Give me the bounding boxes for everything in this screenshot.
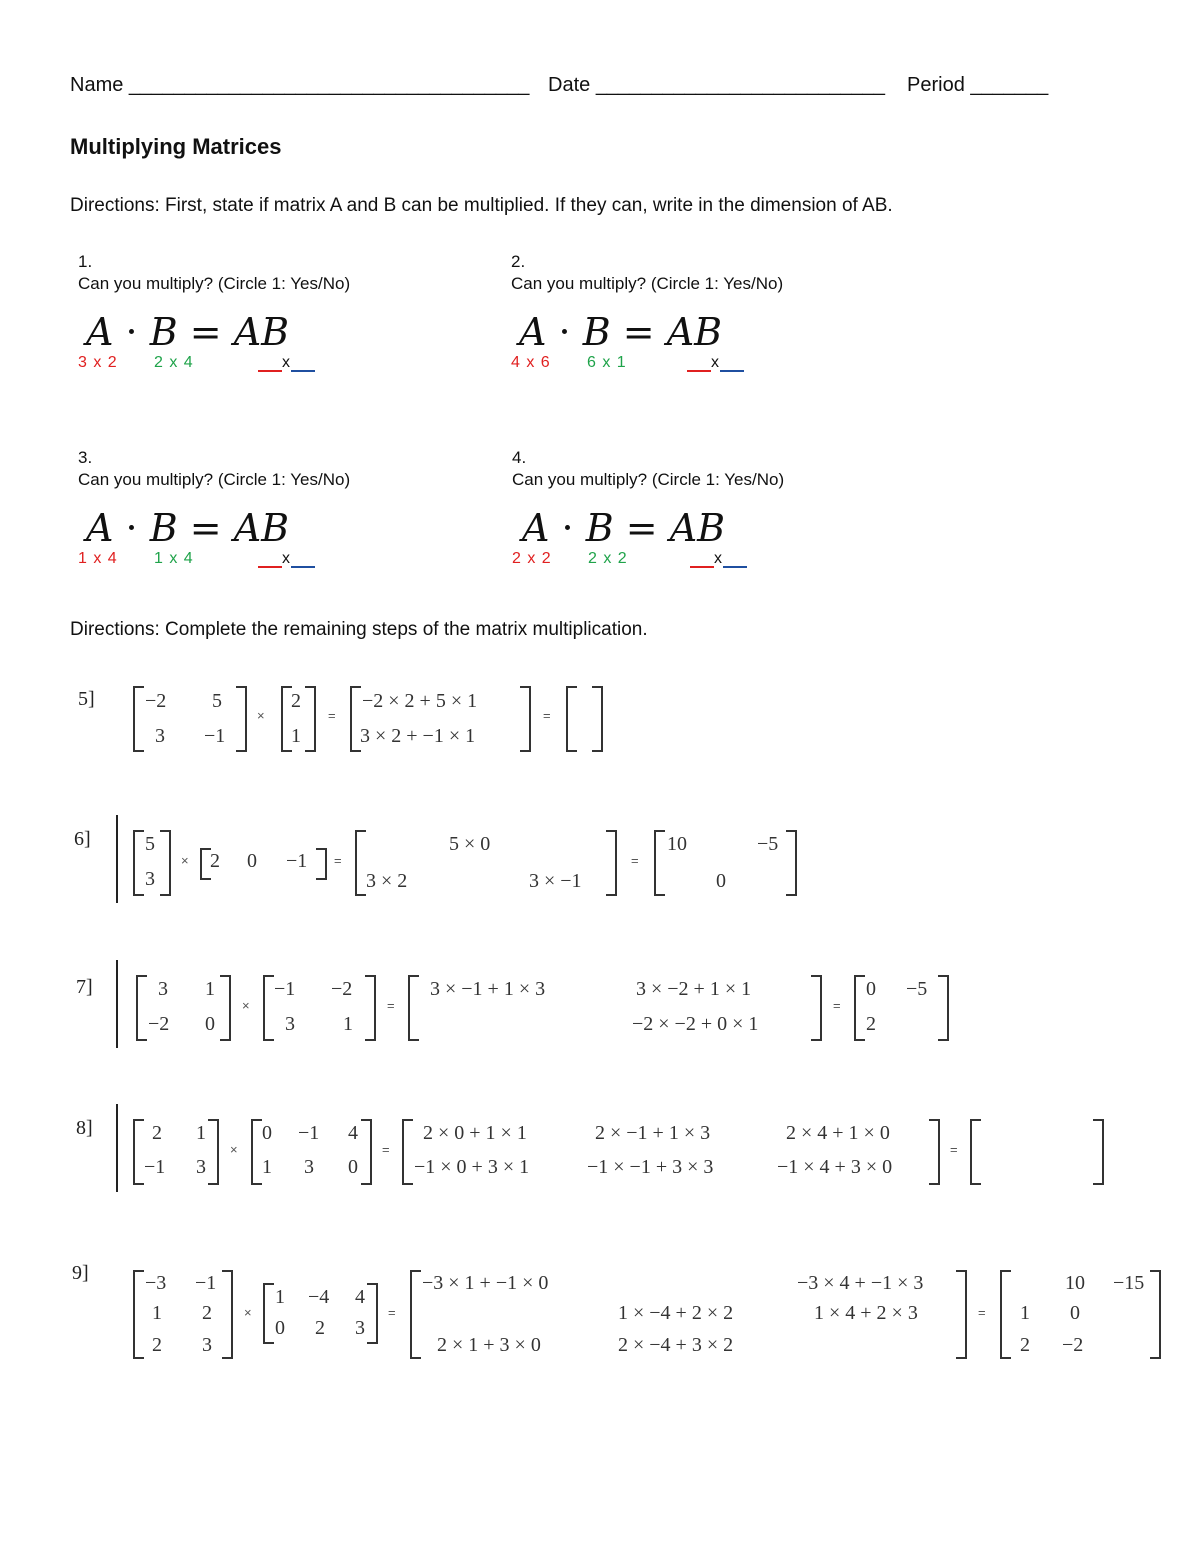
problem-2: [511, 252, 911, 382]
problem-prompt[interactable]: Can you multiply? (Circle 1: Yes/No): [512, 470, 785, 489]
matrix-a-cell: 3: [155, 725, 165, 747]
matrix-b-cell: 1: [291, 725, 301, 747]
matrix-b-cell: 0: [348, 1156, 358, 1178]
date-line: __________________________: [595, 74, 886, 96]
left-bracket: [136, 975, 147, 1041]
product-equation: A · B = AB: [86, 506, 290, 550]
problem-prompt[interactable]: Can you multiply? (Circle 1: Yes/No): [511, 274, 784, 293]
matrix-b-cell: 2: [291, 690, 301, 712]
result-cell: 0: [1070, 1302, 1080, 1324]
step-cell: 2 × −1 + 1 × 3: [595, 1122, 711, 1144]
matrix-b-cell: −1: [274, 978, 296, 1000]
question-number: 7]: [76, 976, 93, 998]
problem-3: [78, 448, 478, 578]
matrix-a-cell: 3: [196, 1156, 206, 1178]
step-cell: −3 × 4 + −1 × 3: [797, 1272, 924, 1294]
matrix-b-cell: 0: [247, 850, 257, 872]
right-bracket: [367, 1283, 378, 1344]
step-cell: 3 × −1 + 1 × 3: [430, 978, 546, 1000]
step-cell: −2 × 2 + 5 × 1: [362, 690, 478, 712]
equals-sign: =: [382, 1142, 390, 1157]
product-equation: A · B = AB: [522, 506, 726, 550]
matrix-b-cell: −1: [298, 1122, 320, 1144]
problem-4: [512, 448, 912, 578]
right-bracket: [305, 686, 316, 752]
right-bracket: [208, 1119, 219, 1185]
right-bracket: [236, 686, 247, 752]
equals-sign: =: [328, 708, 336, 723]
left-bracket: [133, 1119, 144, 1185]
left-bracket: [263, 975, 274, 1041]
margin-bar: [116, 1104, 118, 1192]
equals-sign: =: [543, 708, 551, 723]
directions-part1: Directions: First, state if matrix A and B can be multiplied. If they can, write in the dimension of AB.: [70, 195, 893, 216]
matrix-b-cell: −4: [308, 1286, 330, 1308]
left-bracket: [1000, 1270, 1011, 1359]
period-line: _______: [970, 74, 1049, 96]
problem-number: 2.: [511, 252, 526, 271]
result-cell: −5: [757, 833, 779, 855]
matrix-b-cell: 4: [355, 1286, 365, 1308]
name-line: ____________________________________: [128, 74, 530, 96]
equals-sign: =: [334, 853, 342, 868]
equals-sign: =: [387, 998, 395, 1013]
right-bracket: [520, 686, 531, 752]
matrix-a-cell: −1: [144, 1156, 166, 1178]
directions-part2: Directions: Complete the remaining steps of the matrix multiplication.: [70, 619, 648, 640]
equals-sign: =: [388, 1305, 396, 1320]
problem-prompt[interactable]: Can you multiply? (Circle 1: Yes/No): [78, 274, 351, 293]
name-label: Name: [70, 74, 124, 96]
times-sign: ×: [244, 1305, 252, 1320]
matrix-a-cell: −1: [195, 1272, 217, 1294]
step-cell: −2 × −2 + 0 × 1: [632, 1013, 759, 1035]
step-cell: 3 × −1: [529, 870, 582, 892]
dimension-ab-blanks[interactable]: x: [258, 354, 315, 372]
equals-sign: =: [631, 853, 639, 868]
matrix-a-cell: 1: [196, 1122, 206, 1144]
matrix-b-cell: 1: [343, 1013, 353, 1035]
left-bracket: [350, 686, 361, 752]
answer-left-bracket[interactable]: [970, 1119, 981, 1185]
dimension-a: 1 x 4: [78, 550, 118, 567]
right-bracket: [365, 975, 376, 1041]
problem-number: 4.: [512, 448, 527, 467]
margin-bar: [116, 815, 118, 903]
matrix-a-cell: −2: [145, 690, 167, 712]
left-bracket: [654, 830, 665, 896]
period-label: Period: [907, 74, 965, 96]
matrix-b-cell: 4: [348, 1122, 358, 1144]
step-cell: 1 × 4 + 2 × 3: [814, 1302, 918, 1324]
step-cell: −1 × −1 + 3 × 3: [587, 1156, 714, 1178]
matrix-a-cell: 1: [205, 978, 215, 1000]
dimension-b: 6 x 1: [587, 354, 627, 371]
right-bracket: [1150, 1270, 1161, 1359]
result-cell: 10: [667, 833, 687, 855]
answer-left-bracket[interactable]: [566, 686, 577, 752]
result-cell: 2: [866, 1013, 876, 1035]
date-label: Date: [548, 74, 591, 96]
right-bracket: [956, 1270, 967, 1359]
step-cell: 5 × 0: [449, 833, 491, 855]
result-cell: 2: [1020, 1334, 1030, 1356]
step-cell: 2 × 4 + 1 × 0: [786, 1122, 890, 1144]
question-number: 5]: [78, 688, 95, 710]
page-title: Multiplying Matrices: [70, 134, 282, 159]
matrix-a-cell: 5: [212, 690, 222, 712]
dimension-a: 2 x 2: [512, 550, 552, 567]
matrix-a-cell: 3: [158, 978, 168, 1000]
times-sign: ×: [181, 853, 189, 868]
question-number: 9]: [72, 1262, 89, 1284]
right-bracket: [786, 830, 797, 896]
problem-1: [78, 252, 478, 382]
answer-right-bracket[interactable]: [1093, 1119, 1104, 1185]
equals-sign: =: [978, 1305, 986, 1320]
left-bracket: [281, 686, 292, 752]
right-bracket: [160, 830, 171, 896]
matrix-b-cell: 0: [275, 1317, 285, 1339]
matrix-b-cell: 1: [262, 1156, 272, 1178]
question-number: 8]: [76, 1117, 93, 1139]
matrix-a-cell: 3: [202, 1334, 212, 1356]
matrix-b-cell: 3: [304, 1156, 314, 1178]
left-bracket: [408, 975, 419, 1041]
left-bracket: [410, 1270, 421, 1359]
left-bracket: [263, 1283, 274, 1344]
dimension-b: 2 x 4: [154, 354, 194, 371]
product-equation: A · B = AB: [86, 310, 290, 354]
matrix-a-cell: −3: [145, 1272, 167, 1294]
matrix-a-cell: 0: [205, 1013, 215, 1035]
matrix-b-cell: −1: [286, 850, 308, 872]
right-bracket: [938, 975, 949, 1041]
dimension-a: 4 x 6: [511, 354, 551, 371]
matrix-b-cell: 2: [210, 850, 220, 872]
matrix-a-cell: −2: [148, 1013, 170, 1035]
matrix-a-cell: 2: [152, 1122, 162, 1144]
matrix-b-cell: 0: [262, 1122, 272, 1144]
step-cell: −3 × 1 + −1 × 0: [422, 1272, 549, 1294]
step-cell: 2 × 1 + 3 × 0: [437, 1334, 541, 1356]
step-cell: 3 × −2 + 1 × 1: [636, 978, 752, 1000]
right-bracket: [811, 975, 822, 1041]
question-number: 6]: [74, 828, 91, 850]
margin-bar: [116, 960, 118, 1048]
step-cell: −1 × 4 + 3 × 0: [777, 1156, 893, 1178]
date-field[interactable]: [548, 74, 885, 97]
result-cell: −2: [1062, 1334, 1084, 1356]
matrix-a-cell: 2: [152, 1334, 162, 1356]
answer-right-bracket[interactable]: [592, 686, 603, 752]
dimension-b: 2 x 2: [588, 550, 628, 567]
result-cell: −15: [1113, 1272, 1145, 1294]
problem-prompt[interactable]: Can you multiply? (Circle 1: Yes/No): [78, 470, 351, 489]
product-equation: A · B = AB: [519, 310, 723, 354]
result-cell: 0: [716, 870, 726, 892]
name-field[interactable]: [70, 74, 529, 97]
left-bracket: [133, 686, 144, 752]
matrix-b-cell: −2: [331, 978, 353, 1000]
result-cell: 1: [1020, 1302, 1030, 1324]
right-bracket: [606, 830, 617, 896]
matrix-a-cell: 3: [145, 868, 155, 890]
step-cell: 2 × 0 + 1 × 1: [423, 1122, 527, 1144]
left-bracket: [355, 830, 366, 896]
step-cell: 3 × 2: [366, 870, 408, 892]
right-bracket: [220, 975, 231, 1041]
right-bracket: [929, 1119, 940, 1185]
right-bracket: [361, 1119, 372, 1185]
dimension-b: 1 x 4: [154, 550, 194, 567]
matrix-b-cell: 3: [285, 1013, 295, 1035]
dimension-a: 3 x 2: [78, 354, 118, 371]
problem-number: 1.: [78, 252, 93, 271]
left-bracket: [854, 975, 865, 1041]
step-cell: −1 × 0 + 3 × 1: [414, 1156, 530, 1178]
matrix-a-cell: −1: [204, 725, 226, 747]
matrix-b-cell: 1: [275, 1286, 285, 1308]
problem-number: 3.: [78, 448, 93, 467]
left-bracket: [133, 1270, 144, 1359]
left-bracket: [133, 830, 144, 896]
times-sign: ×: [242, 998, 250, 1013]
matrix-b-cell: 2: [315, 1317, 325, 1339]
right-bracket: [316, 848, 327, 880]
period-field[interactable]: [907, 74, 1048, 97]
equals-sign: =: [950, 1142, 958, 1157]
matrix-a-cell: 2: [202, 1302, 212, 1324]
dimension-ab-blanks[interactable]: x: [690, 550, 747, 568]
matrix-a-cell: 5: [145, 833, 155, 855]
dimension-ab-blanks[interactable]: x: [687, 354, 744, 372]
equals-sign: =: [833, 998, 841, 1013]
matrix-b-cell: 3: [355, 1317, 365, 1339]
result-cell: 0: [866, 978, 876, 1000]
matrix-a-cell: 1: [152, 1302, 162, 1324]
right-bracket: [222, 1270, 233, 1359]
left-bracket: [402, 1119, 413, 1185]
result-cell: −5: [906, 978, 928, 1000]
dimension-ab-blanks[interactable]: x: [258, 550, 315, 568]
step-cell: 1 × −4 + 2 × 2: [618, 1302, 734, 1324]
result-cell: 10: [1065, 1272, 1085, 1294]
left-bracket: [200, 848, 211, 880]
step-cell: 3 × 2 + −1 × 1: [360, 725, 476, 747]
times-sign: ×: [257, 708, 265, 723]
times-sign: ×: [230, 1142, 238, 1157]
left-bracket: [251, 1119, 262, 1185]
step-cell: 2 × −4 + 3 × 2: [618, 1334, 734, 1356]
